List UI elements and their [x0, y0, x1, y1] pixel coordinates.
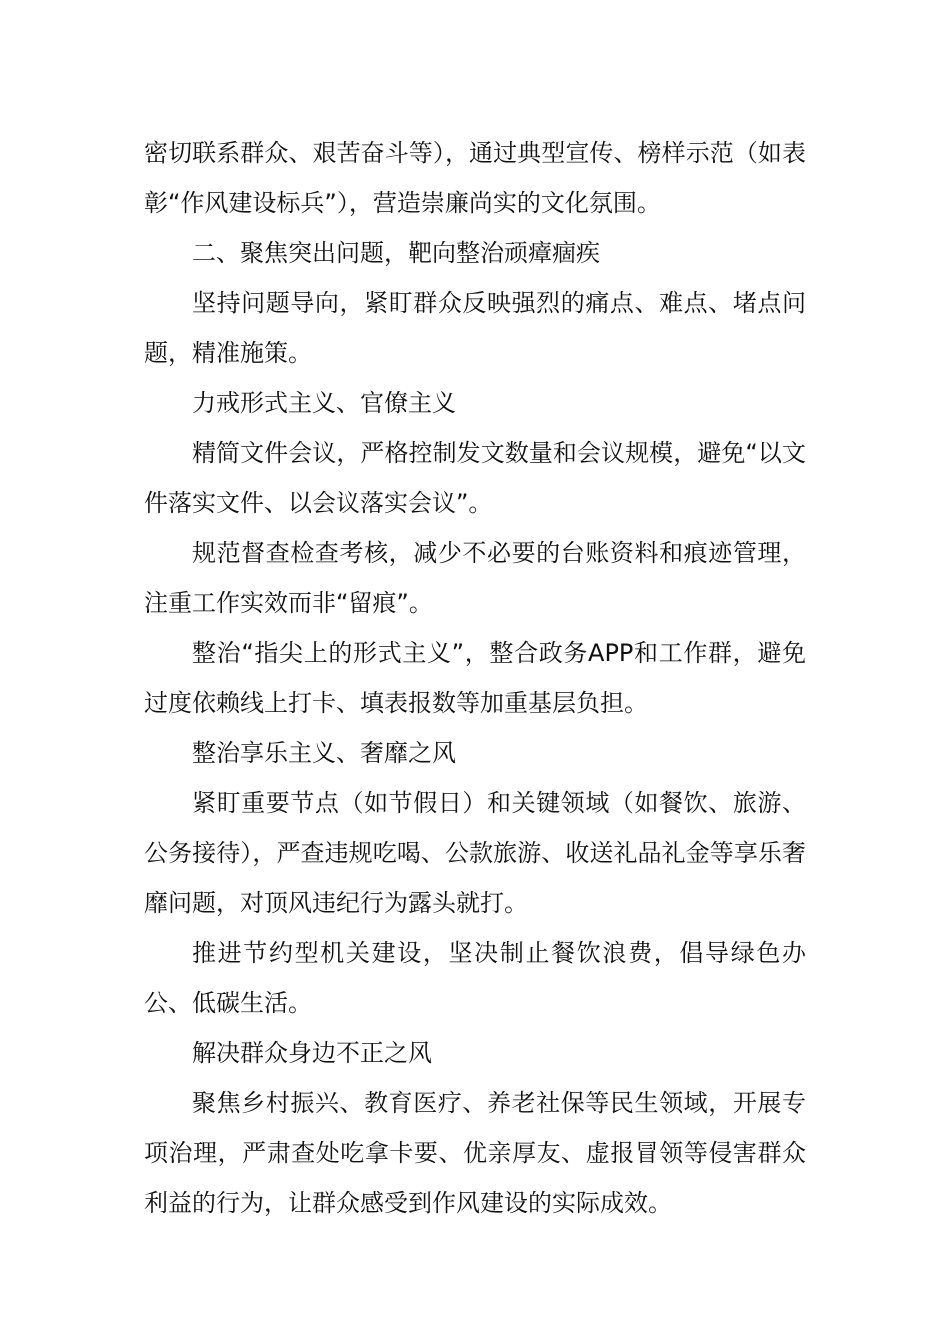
paragraph-key-nodes: 紧盯重要节点（如节假日）和关键领域（如餐饮、旅游、公务接待），严查违规吃喝、公款旅游、收送礼品礼金等享乐奢靡问题，对顶风违纪行为露头就打。 [144, 789, 806, 917]
paragraph-streamline-meetings: 精简文件会议，严格控制发文数量和会议规模，避免“以文件落实文件、以会议落实会议”。 [144, 439, 806, 517]
subheading-unhealthy-practices: 解决群众身边不正之风 [192, 1039, 432, 1067]
paragraph-continuation: 密切联系群众、艰苦奋斗等），通过典型宣传、榜样示范（如表彰“作风建设标兵”），营造崇廉尚实的文化氛围。 [144, 139, 806, 217]
paragraph-livelihood-governance: 聚焦乡村振兴、教育医疗、养老社保等民生领域，开展专项治理，严肃查处吃拿卡要、优亲厚友、虚报冒领等侵害群众利益的行为，让群众感受到作风建设的实际成效。 [144, 1089, 806, 1217]
paragraph-inspection-standards: 规范督查检查考核，减少不必要的台账资料和痕迹管理，注重工作实效而非“留痕”。 [144, 539, 806, 617]
paragraph-fingertip-formalism: 整治“指尖上的形式主义”，整合政务APP和工作群，避免过度依赖线上打卡、填表报数等加重基层负担。 [144, 639, 806, 717]
subheading-formalism: 力戒形式主义、官僚主义 [192, 389, 456, 417]
paragraph-frugal-offices: 推进节约型机关建设，坚决制止餐饮浪费，倡导绿色办公、低碳生活。 [144, 939, 806, 1017]
paragraph-problem-orientation: 坚持问题导向，紧盯群众反映强烈的痛点、难点、堵点问题，精准施策。 [144, 289, 806, 367]
section-heading-2: 二、聚焦突出问题，靶向整治顽瘴痼疾 [192, 239, 600, 267]
subheading-hedonism: 整治享乐主义、奢靡之风 [192, 739, 456, 767]
document-body [144, 128, 806, 1228]
